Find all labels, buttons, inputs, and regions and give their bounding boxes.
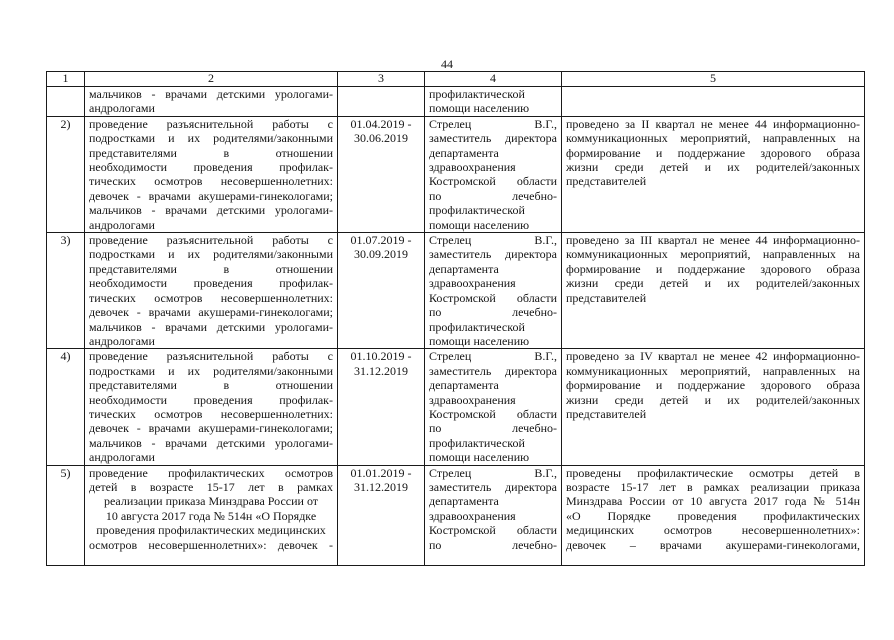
cell-responsible <box>425 116 562 232</box>
text-line: представителей <box>566 290 647 305</box>
cell-period <box>338 116 425 232</box>
page-number: 44 <box>441 57 453 71</box>
header-cell: 5 <box>562 72 865 87</box>
cell-responsible <box>425 465 562 565</box>
table-row <box>47 233 865 349</box>
cell-responsible <box>425 87 562 117</box>
text-line: представителями в отношении <box>89 378 333 393</box>
text-line: мальчиков - врачами детскими урологами- <box>89 203 333 218</box>
text-line: 01.01.2019 - <box>350 465 412 480</box>
text-line: профилактической <box>429 435 525 450</box>
cell-measure <box>85 116 338 232</box>
text-line: заместитель директора <box>429 363 557 378</box>
text-line: проведение разъяснительной работы с <box>89 116 333 131</box>
text-line: Костромской области <box>429 523 557 538</box>
text-line: 01.07.2019 - <box>350 233 412 248</box>
cell-period <box>338 349 425 465</box>
text-line: девочек - врачами акушерами-гинекологами; <box>89 305 333 320</box>
measures-table <box>46 71 865 566</box>
text-line: проведения профилактических медицинских <box>96 523 326 538</box>
cell-responsible <box>425 233 562 349</box>
text-line: Минздрава России от 10 августа 2017 года № 514н <box>566 494 860 509</box>
text-line: жизни среди детей и их родителей/законных <box>566 160 860 175</box>
cell-measure <box>85 87 338 117</box>
cell-result <box>562 233 865 349</box>
text-line: представителями в отношении <box>89 145 333 160</box>
text-line: андрологами <box>89 217 155 232</box>
text-line: 31.12.2019 <box>354 363 408 378</box>
cell-number <box>47 87 85 117</box>
text-line: Костромской области <box>429 406 557 421</box>
cell-number: 5) <box>47 465 85 565</box>
text-line: жизни среди детей и их родителей/законных <box>566 392 860 407</box>
cell-period <box>338 87 425 117</box>
text-line: коммуникационных мероприятий, направленных на <box>566 131 860 146</box>
text-line: представителей <box>566 174 647 189</box>
text-line: профилактической <box>429 319 525 334</box>
text-line: профилактической <box>429 203 525 218</box>
text-line: тических осмотров несовершеннолетних: <box>89 406 333 421</box>
text-line: тических осмотров несовершеннолетних: <box>89 290 333 305</box>
text-line: проведено за IV квартал не менее 42 информационно- <box>566 349 860 364</box>
cell-result <box>562 87 865 117</box>
text-line: андрологами <box>89 333 155 348</box>
text-line: 01.10.2019 - <box>350 349 412 364</box>
text-line: жизни среди детей и их родителей/законных <box>566 276 860 291</box>
text-line: по лечебно- <box>429 421 557 436</box>
text-line: представителями в отношении <box>89 261 333 276</box>
text-line: 01.04.2019 - <box>350 116 412 131</box>
text-line: проведено за III квартал не менее 44 информационно- <box>566 233 860 248</box>
cell-measure <box>85 233 338 349</box>
text-line: здравоохранения <box>429 276 516 291</box>
cell-responsible <box>425 349 562 465</box>
text-line: помощи населению <box>429 450 530 465</box>
text-line: по лечебно- <box>429 537 557 552</box>
cell-result <box>562 349 865 465</box>
text-line: девочек - врачами акушерами-гинекологами; <box>89 421 333 436</box>
text-line: необходимости проведения профилак- <box>89 392 333 407</box>
text-line: по лечебно- <box>429 188 557 203</box>
text-line: заместитель директора <box>429 247 557 262</box>
text-line: 31.12.2019 <box>354 479 408 494</box>
text-line: медицинских осмотров несовершеннолетних»: <box>566 523 860 538</box>
text-line: необходимости проведения профилак- <box>89 160 333 175</box>
text-line: профилактической <box>429 87 525 101</box>
text-line: детей в возрасте 15-17 лет в рамках <box>89 479 333 494</box>
text-line: представителей <box>566 406 647 421</box>
text-line: коммуникационных мероприятий, направленных на <box>566 363 860 378</box>
text-line: 30.06.2019 <box>354 131 408 146</box>
text-line: здравоохранения <box>429 392 516 407</box>
text-line: проведено за II квартал не менее 44 информационно- <box>566 116 860 131</box>
text-line: здравоохранения <box>429 508 516 523</box>
text-line: Стрелец В.Г., <box>429 233 557 248</box>
text-line: подростками и их родителями/законными <box>89 247 333 262</box>
text-line: тических осмотров несовершеннолетних: <box>89 174 333 189</box>
text-line: формирование и поддержание здорового образа <box>566 261 860 276</box>
cell-number: 3) <box>47 233 85 349</box>
cell-period <box>338 465 425 565</box>
text-line: заместитель директора <box>429 479 557 494</box>
text-line: заместитель директора <box>429 131 557 146</box>
table-header-row <box>47 72 865 87</box>
cell-result <box>562 116 865 232</box>
text-line: департамента <box>429 261 499 276</box>
header-cell: 4 <box>425 72 562 87</box>
text-line: проведение профилактических осмотров <box>89 465 333 480</box>
text-line: девочек – врачами акушерами-гинекологами, <box>566 537 860 552</box>
text-line: реализации приказа Минздрава России от <box>103 494 319 509</box>
text-line: помощи населению <box>429 217 530 232</box>
text-line: проведение разъяснительной работы с <box>89 349 333 364</box>
text-line: осмотров несовершеннолетних»: девочек - <box>89 537 333 552</box>
text-line: коммуникационных мероприятий, направленных на <box>566 247 860 262</box>
header-cell: 3 <box>338 72 425 87</box>
text-line: Стрелец В.Г., <box>429 349 557 364</box>
text-line: андрологами <box>89 101 155 116</box>
text-line: мальчиков - врачами детскими урологами- <box>89 435 333 450</box>
text-line: мальчиков - врачами детскими урологами- <box>89 87 333 101</box>
cell-result <box>562 465 865 565</box>
header-cell: 2 <box>85 72 338 87</box>
text-line: формирование и поддержание здорового образа <box>566 378 860 393</box>
cell-number: 2) <box>47 116 85 232</box>
text-line: департамента <box>429 494 499 509</box>
text-line: 10 августа 2017 года № 514н «О Порядке <box>105 508 317 523</box>
text-line: Костромской области <box>429 290 557 305</box>
text-line: подростками и их родителями/законными <box>89 363 333 378</box>
table-row <box>47 349 865 465</box>
text-line: «О Порядке проведения профилактических <box>566 508 860 523</box>
text-line: Стрелец В.Г., <box>429 465 557 480</box>
text-line: 30.09.2019 <box>354 247 408 262</box>
text-line: формирование и поддержание здорового образа <box>566 145 860 160</box>
cell-measure <box>85 465 338 565</box>
text-line: помощи населению <box>429 101 530 116</box>
table-row <box>47 87 865 117</box>
text-line: проведение разъяснительной работы с <box>89 233 333 248</box>
header-cell: 1 <box>47 72 85 87</box>
text-line: по лечебно- <box>429 305 557 320</box>
text-line: подростками и их родителями/законными <box>89 131 333 146</box>
text-line: помощи населению <box>429 333 530 348</box>
cell-measure <box>85 349 338 465</box>
text-line: здравоохранения <box>429 160 516 175</box>
text-line: проведены профилактические осмотры детей в <box>566 465 860 480</box>
cell-number: 4) <box>47 349 85 465</box>
text-line: андрологами <box>89 450 155 465</box>
text-line: возрасте 15-17 лет в рамках реализации приказа <box>566 479 860 494</box>
table-row <box>47 116 865 232</box>
text-line: мальчиков - врачами детскими урологами- <box>89 319 333 334</box>
cell-period <box>338 233 425 349</box>
text-line: девочек - врачами акушерами-гинекологами; <box>89 188 333 203</box>
text-line: необходимости проведения профилак- <box>89 276 333 291</box>
text-line: Костромской области <box>429 174 557 189</box>
text-line: департамента <box>429 378 499 393</box>
table-row <box>47 465 865 565</box>
text-line: департамента <box>429 145 499 160</box>
text-line: Стрелец В.Г., <box>429 116 557 131</box>
